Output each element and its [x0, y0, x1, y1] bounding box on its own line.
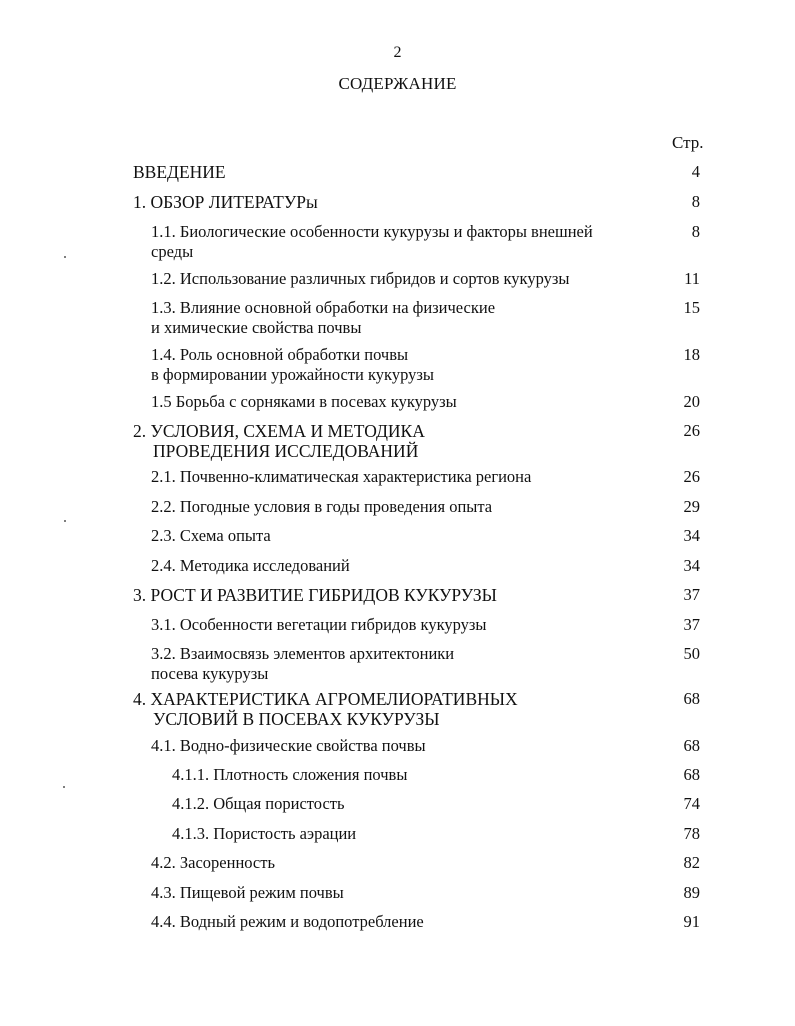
toc-entry-page: 68: [683, 689, 700, 708]
toc-entry-title: 4.3. Пищевой режим почвы: [151, 883, 344, 902]
toc-entry-title: 4.1.3. Пористость аэрации: [172, 824, 357, 843]
toc-entry-page: 26: [683, 467, 700, 486]
toc-entry-page: 82: [683, 853, 700, 872]
toc-entry-title: 2.1. Почвенно-климатическая характеристика региона: [151, 467, 532, 486]
toc-entry-line-1: 3.2. Взаимосвязь элементов архитектоники: [151, 644, 455, 663]
toc-entry-page: 4: [691, 162, 700, 181]
toc-entry-title: [151, 345, 434, 385]
toc-entry-page: 68: [683, 765, 700, 784]
toc-entry-line-1: 1.4. Роль основной обработки почвы: [151, 345, 409, 364]
toc-entry-page: 11: [684, 269, 700, 288]
toc-entry-title: 4.2. Засоренность: [151, 853, 275, 872]
toc-entry-page: 8: [691, 222, 700, 241]
toc-entry-title: 4.4. Водный режим и водопотребление: [151, 912, 424, 931]
page-number: 2: [393, 44, 402, 61]
toc-entry-page: 34: [683, 556, 700, 575]
toc-entry-title: [151, 298, 495, 338]
toc-entry-page: 89: [683, 883, 700, 902]
toc-entry-page: 20: [683, 392, 700, 411]
toc-entry-page: 34: [683, 526, 700, 545]
toc-entry-title: [151, 644, 454, 684]
toc-entry-title: 3. РОСТ И РАЗВИТИЕ ГИБРИДОВ КУКУРУЗЫ: [133, 585, 497, 605]
toc-entry-page: 78: [683, 824, 700, 843]
toc-entry-page: 29: [683, 497, 700, 516]
toc-entry-title: 1. ОБЗОР ЛИТЕРАТУРы: [133, 192, 318, 212]
toc-entry-title: 2.4. Методика исследований: [151, 556, 350, 575]
toc-entry-title: ВВЕДЕНИЕ: [133, 162, 226, 182]
toc-entry-title: 4.1.2. Общая пористость: [172, 794, 345, 813]
page-title: СОДЕРЖАНИЕ: [338, 74, 457, 93]
toc-entry-line-1: 2. УСЛОВИЯ, СХЕМА И МЕТОДИКА: [133, 421, 425, 441]
toc-entry-page: 50: [683, 644, 700, 663]
toc-entry-page: 37: [683, 615, 700, 634]
toc-entry-page: 37: [683, 585, 700, 604]
toc-entry-line-2: среды: [151, 242, 194, 261]
toc-entry-title: 2.3. Схема опыта: [151, 526, 271, 545]
toc-entry-title: [133, 689, 518, 729]
toc-entry-line-2: в формировании урожайности кукурузы: [151, 365, 434, 384]
scan-speck: [64, 520, 66, 522]
toc-entry-page: 91: [683, 912, 700, 931]
toc-entry-line-2: ПРОВЕДЕНИЯ ИССЛЕДОВАНИЙ: [153, 441, 419, 461]
toc-entry-line-2: и химические свойства почвы: [151, 318, 362, 337]
toc-entry-line-1: 4. ХАРАКТЕРИСТИКА АГРОМЕЛИОРАТИВНЫХ: [133, 689, 518, 709]
toc-entry-line-1: 1.1. Биологические особенности кукурузы и факторы внешней: [151, 222, 593, 241]
toc-entry-line-1: 1.3. Влияние основной обработки на физические: [151, 298, 496, 317]
toc-entry-line-2: УСЛОВИЙ В ПОСЕВАХ КУКУРУЗЫ: [153, 709, 440, 729]
toc-entry-title: [133, 421, 425, 461]
toc-entry-title: 4.1. Водно-физические свойства почвы: [151, 736, 426, 755]
scan-speck: [64, 256, 66, 258]
toc-entry-title: 4.1.1. Плотность сложения почвы: [172, 765, 408, 784]
toc-entry-page: 26: [683, 421, 700, 440]
toc-entry-title: 3.1. Особенности вегетации гибридов кукурузы: [151, 615, 487, 634]
toc-entry-title: 2.2. Погодные условия в годы проведения опыта: [151, 497, 493, 516]
toc-entry-title: [151, 222, 593, 262]
toc-entry-page: 8: [691, 192, 700, 211]
toc-entry-title: 1.2. Использование различных гибридов и сортов кукурузы: [151, 269, 570, 288]
toc-entry-page: 15: [683, 298, 700, 317]
toc-entry-line-2: посева кукурузы: [151, 664, 269, 683]
toc-entry-title: 1.5 Борьба с сорняками в посевах кукурузы: [151, 392, 457, 411]
toc-entry-page: 68: [683, 736, 700, 755]
page-column-header: Стр.: [672, 133, 704, 152]
toc-entry-page: 74: [683, 794, 700, 813]
toc-entry-page: 18: [683, 345, 700, 364]
scan-speck: [63, 786, 65, 788]
